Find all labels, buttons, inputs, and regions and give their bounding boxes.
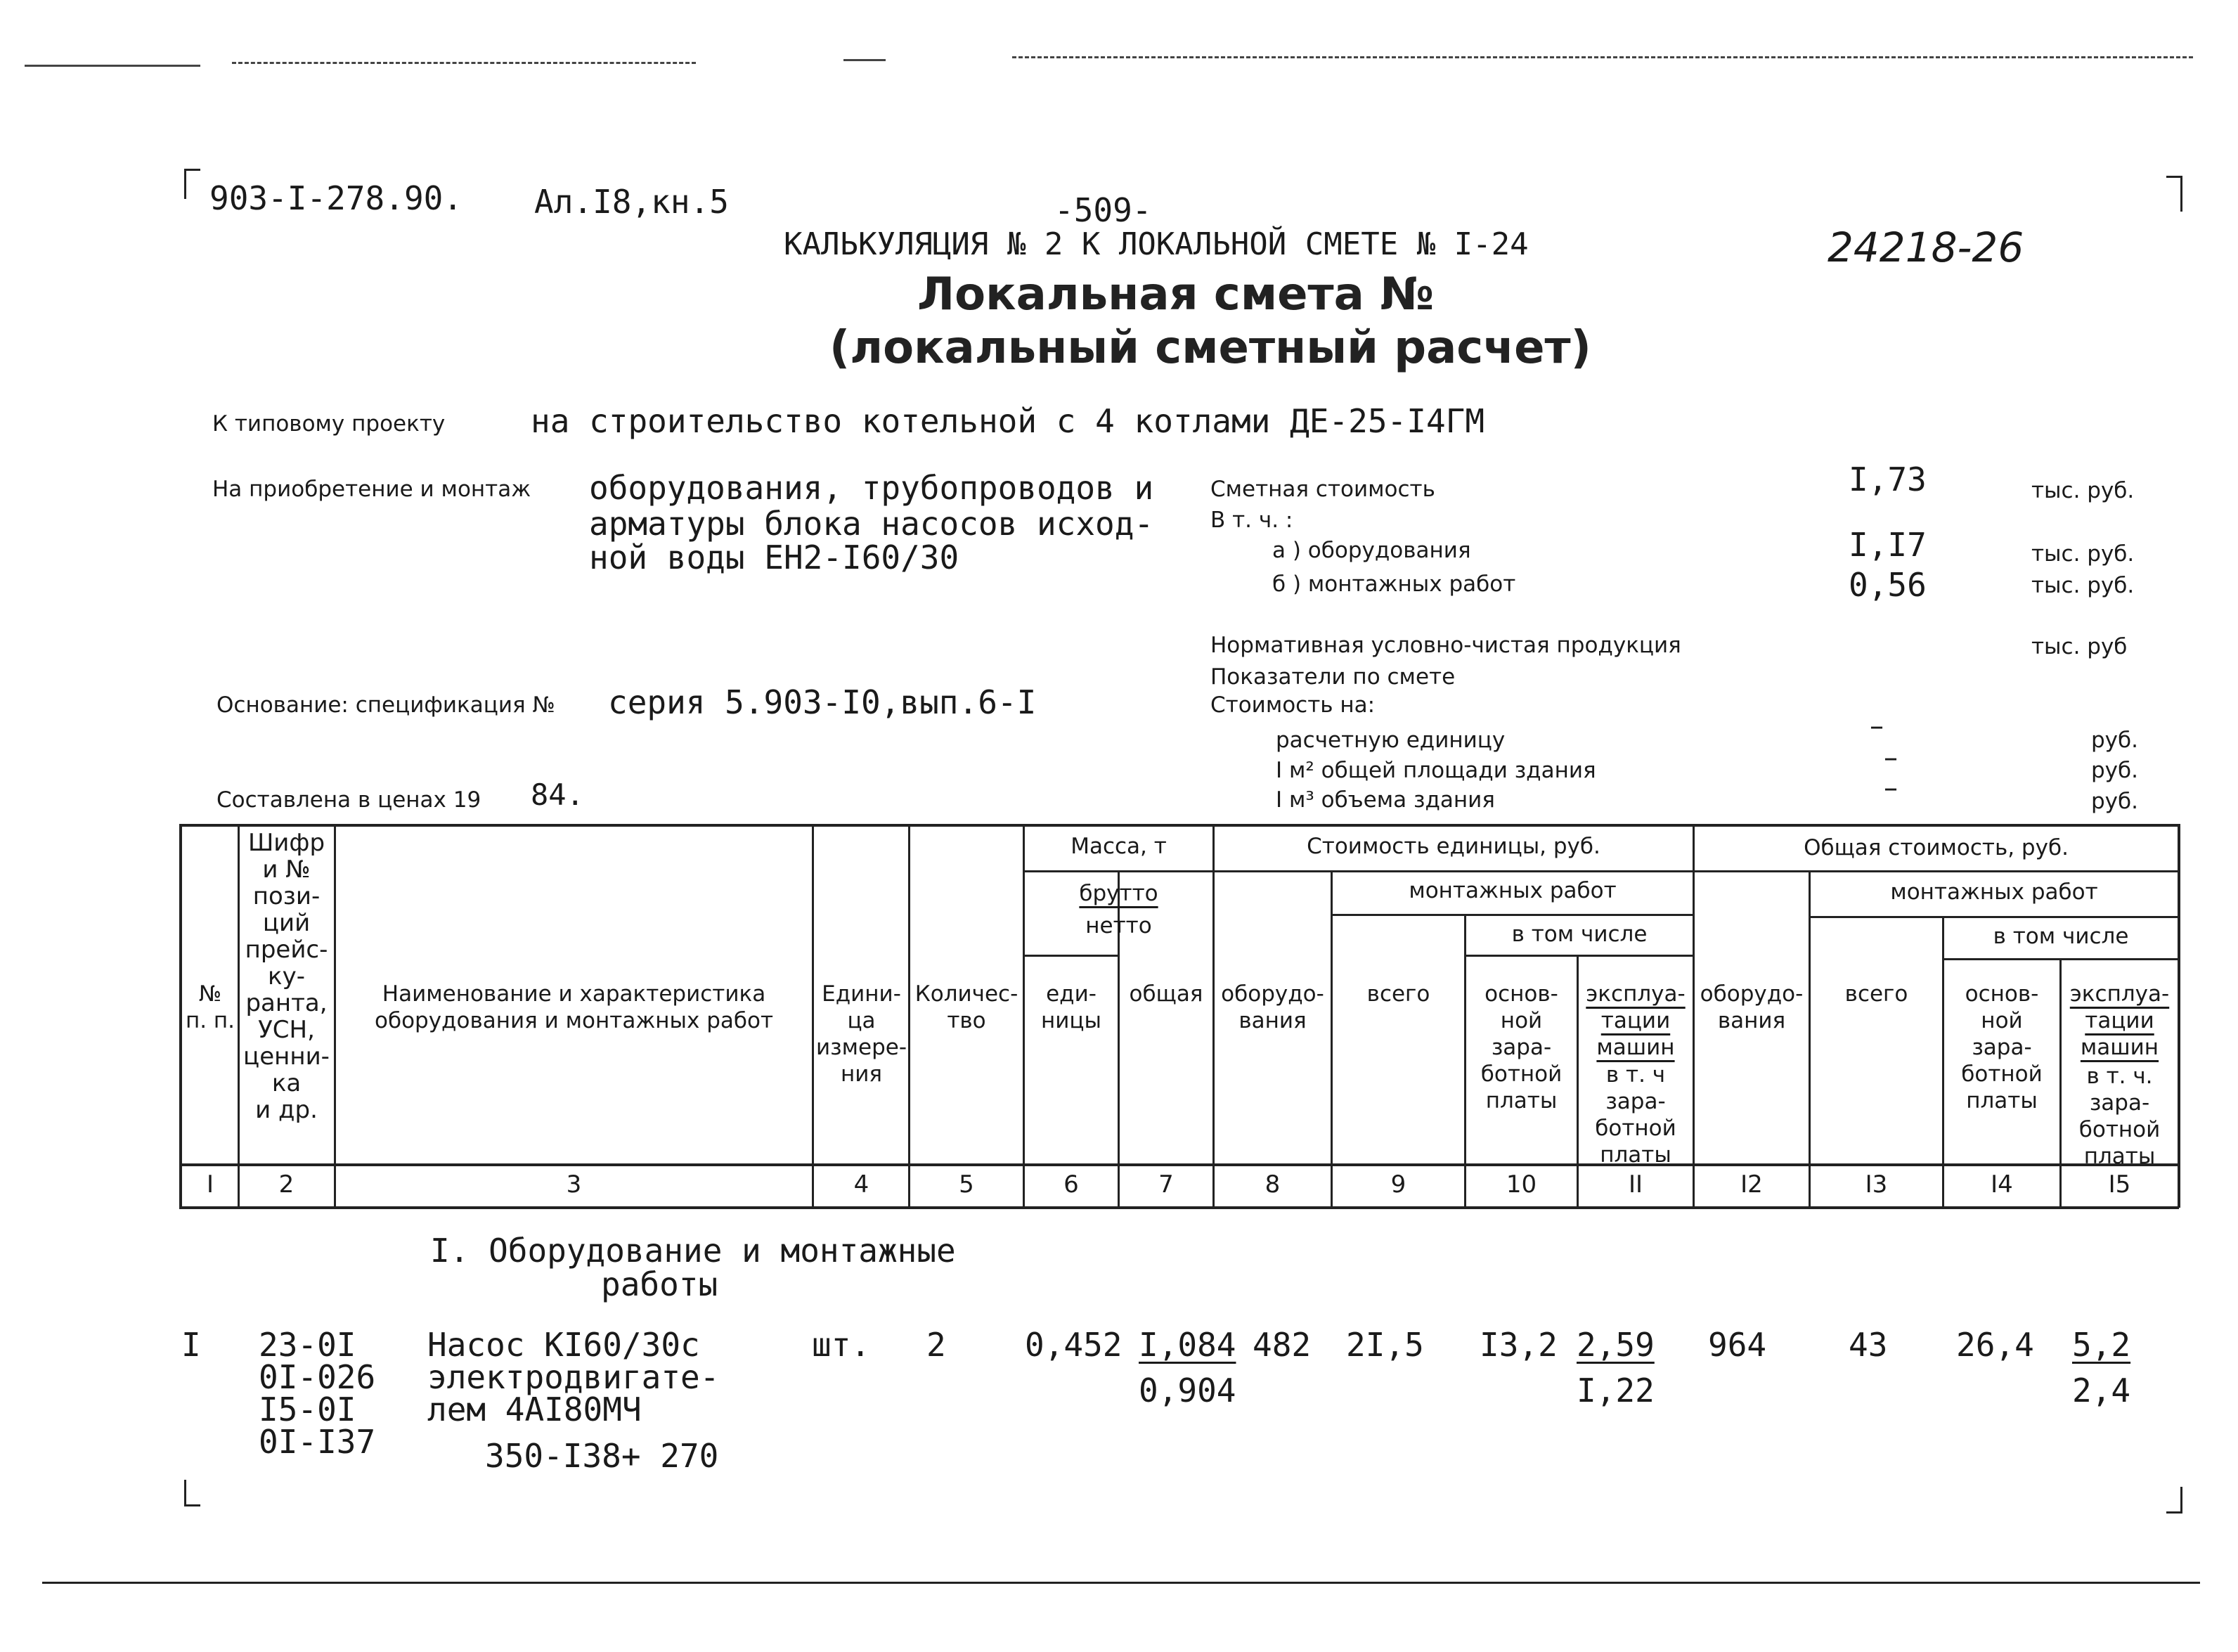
- equip-value: I,I7: [1849, 526, 1927, 564]
- table-border-top: [179, 824, 2179, 827]
- hdr-unit-incl: в том числе: [1511, 922, 1648, 947]
- hdr-netto: нетто: [1085, 913, 1152, 938]
- row-unit-wages: I3,2: [1480, 1326, 1558, 1364]
- scan-line: [232, 62, 696, 64]
- col-number: 6: [1063, 1170, 1079, 1199]
- hdr-unit-total: всего: [1366, 981, 1430, 1007]
- hdr-mass: Масса, т: [1071, 834, 1167, 859]
- row-total-install: 43: [1849, 1326, 1888, 1364]
- calc-title: КАЛЬКУЛЯЦИЯ № 2 К ЛОКАЛЬНОЙ СМЕТЕ № I-24: [784, 226, 1529, 262]
- prices-label: Составлена в ценах 19: [216, 787, 481, 813]
- row-mass-netto: 0,904: [1139, 1372, 1236, 1409]
- purchase-value-2: арматуры блока насосов исход-: [589, 505, 1154, 543]
- per-m2-dash: –: [1884, 742, 1898, 774]
- col-number: I5: [2108, 1170, 2131, 1199]
- title-line-2: (локальный сметный расчет): [829, 322, 1591, 374]
- corner-mark-bl: [184, 1480, 200, 1506]
- hdr-total-incl: в том числе: [1993, 924, 2129, 949]
- row-code-3: I5-0I: [259, 1390, 356, 1428]
- row-unit: шт.: [812, 1326, 871, 1364]
- install-label: б ) монтажных работ: [1272, 572, 1516, 597]
- col-line: [1809, 872, 1811, 1208]
- per-unit-rub: руб.: [2091, 728, 2138, 753]
- per-unit-label: расчетную единицу: [1276, 728, 1506, 753]
- row-code-1: 23-0I: [259, 1326, 356, 1364]
- per-m3-dash: –: [1884, 772, 1898, 804]
- cost-value: I,73: [1849, 460, 1927, 498]
- row-unit-equip: 482: [1253, 1326, 1312, 1364]
- title-line-1: Локальная смета №: [917, 269, 1435, 321]
- header-line: [1023, 870, 2179, 872]
- cost-label: Сметная стоимость: [1210, 477, 1435, 502]
- hdr-unit-cost: Стоимость единицы, руб.: [1307, 834, 1600, 859]
- row-unit-machines: 2,59: [1577, 1326, 1655, 1364]
- sheet-ref: Ал.I8,кн.5: [534, 183, 729, 221]
- table-border-right: [2178, 824, 2180, 1208]
- row-unit-install: 2I,5: [1346, 1326, 1424, 1364]
- section-title-2: работы: [601, 1265, 718, 1303]
- hdr-unit-equip: оборудо- вания: [1221, 981, 1324, 1033]
- stamp-number: 24218-26: [1828, 224, 2024, 271]
- col-number: 5: [959, 1170, 974, 1199]
- project-label: К типовому проекту: [212, 411, 446, 437]
- row-qty: 2: [926, 1326, 946, 1364]
- hdr-total-install: монтажных работ: [1890, 879, 2098, 905]
- hdr-unit: Едини- ца измере- ния: [815, 981, 907, 1087]
- row-name-1: Насос КI60/30с: [427, 1326, 700, 1364]
- hdr-total-machines: эксплуа- тации машин: [2069, 981, 2170, 1060]
- col-number: 8: [1264, 1170, 1281, 1199]
- hdr-name: Наименование и характеристика оборудования и монтажных работ: [374, 981, 774, 1033]
- section-title-1: I. Оборудование и монтажные: [430, 1232, 956, 1270]
- scan-line: [25, 65, 200, 67]
- row-code-4: 0I-I37: [259, 1423, 376, 1461]
- cost-unit: тыс. руб.: [2031, 478, 2135, 503]
- hdr-total-wages: основ- ной зара- ботной платы: [1961, 981, 2043, 1114]
- col-number: I2: [1740, 1170, 1763, 1199]
- col-number: I4: [1991, 1170, 2013, 1199]
- row-unit-machines-wages: I,22: [1577, 1372, 1655, 1409]
- col-line: [1331, 872, 1333, 1208]
- table-header-bottom: [179, 1163, 2179, 1166]
- col-number: 7: [1158, 1170, 1174, 1199]
- equip-unit: тыс. руб.: [2031, 541, 2135, 567]
- hdr-code: Шифр и № пози- ций прейс- ку- ранта, УСН, ценни- ка и др.: [243, 829, 330, 1124]
- per-m2-label: I м² общей площади здания: [1276, 758, 1596, 783]
- row-total-machines-wages: 2,4: [2072, 1372, 2131, 1409]
- col-number: 10: [1506, 1170, 1537, 1199]
- hdr-total-all: всего: [1844, 981, 1908, 1007]
- basis-value: серия 5.903-I0,вып.6-I: [608, 683, 1037, 721]
- row-total-machines: 5,2: [2072, 1326, 2131, 1364]
- project-value: на строительство котельной с 4 котлами ДЕ-25-I4ГМ: [531, 402, 1485, 440]
- col-number: I3: [1865, 1170, 1888, 1199]
- corner-mark-br: [2166, 1487, 2182, 1514]
- row-num: I: [181, 1326, 201, 1364]
- row-name-2: электродвигате-: [427, 1358, 720, 1396]
- row-total-equip: 964: [1708, 1326, 1767, 1364]
- row-code-2: 0I-026: [259, 1358, 376, 1396]
- hdr-num: № п. п.: [185, 981, 235, 1033]
- purchase-value-1: оборудования, трубопроводов и: [589, 469, 1154, 507]
- hdr-total-machines-wages: в т. ч. зара- ботной платы: [2078, 1064, 2161, 1169]
- purchase-label: На приобретение и монтаж: [212, 477, 531, 502]
- col-number: 4: [853, 1170, 869, 1199]
- row-total-wages: 26,4: [1956, 1326, 2034, 1364]
- doc-code: 903-I-278.90.: [209, 179, 463, 217]
- hdr-total-cost: Общая стоимость, руб.: [1804, 835, 2069, 860]
- hdr-total-equip: оборудо- вания: [1700, 981, 1804, 1033]
- per-m3-rub: руб.: [2091, 789, 2138, 814]
- scan-line: [1012, 56, 2193, 58]
- page-number: -509-: [1054, 191, 1152, 229]
- col-number: 2: [278, 1170, 295, 1199]
- header-line: [1464, 955, 1693, 957]
- hdr-unit-wages: основ- ной зара- ботной платы: [1480, 981, 1563, 1114]
- corner-mark-tl: [184, 169, 200, 199]
- net-unit: тыс. руб: [2031, 634, 2128, 659]
- basis-label: Основание: спецификация №: [216, 692, 555, 718]
- purchase-value-3: ной воды ЕН2-I60/30: [589, 538, 959, 576]
- col-number: I: [206, 1170, 214, 1199]
- row-mass-unit: 0,452: [1025, 1326, 1123, 1364]
- install-value: 0,56: [1849, 566, 1927, 604]
- prices-year: 84.: [531, 777, 584, 812]
- row-note: 350-I38+ 270: [485, 1437, 719, 1475]
- col-number: 9: [1390, 1170, 1406, 1199]
- equip-label: а ) оборудования: [1272, 538, 1471, 563]
- hdr-mass-total: общая: [1129, 981, 1203, 1007]
- header-line: [1023, 955, 1118, 957]
- scan-line: [843, 59, 886, 61]
- header-line: [1942, 958, 2179, 960]
- header-line: [1809, 916, 2179, 918]
- hdr-unit-install: монтажных работ: [1409, 878, 1617, 903]
- table-border-bottom: [179, 1206, 2179, 1209]
- corner-mark-tr: [2166, 176, 2182, 212]
- per-unit-dash: –: [1870, 710, 1884, 742]
- per-m2-rub: руб.: [2091, 758, 2138, 783]
- net-label: Нормативная условно-чистая продукция: [1210, 633, 1681, 658]
- hdr-mass-unit: еди- ницы: [1041, 981, 1101, 1033]
- indicators-label: Показатели по смете: [1210, 664, 1456, 690]
- cost-per-label: Стоимость на:: [1210, 692, 1376, 718]
- col-number: II: [1628, 1170, 1643, 1199]
- hdr-unit-machines: эксплуа- тации машин: [1586, 981, 1686, 1060]
- hdr-brutto: брутто: [1079, 881, 1158, 906]
- row-mass-brutto: I,084: [1139, 1326, 1236, 1364]
- header-line: [1331, 914, 1693, 916]
- row-name-3: лем 4АI80МЧ: [427, 1390, 642, 1428]
- bottom-rule: [42, 1582, 2200, 1584]
- per-m3-label: I м³ объема здания: [1276, 787, 1495, 813]
- hdr-qty: Количес- тво: [914, 981, 1018, 1033]
- hdr-unit-machines-wages: в т. ч зара- ботной платы: [1595, 1062, 1676, 1168]
- install-unit: тыс. руб.: [2031, 573, 2135, 598]
- incl-label: В т. ч. :: [1210, 508, 1293, 533]
- col-number: 3: [566, 1170, 582, 1199]
